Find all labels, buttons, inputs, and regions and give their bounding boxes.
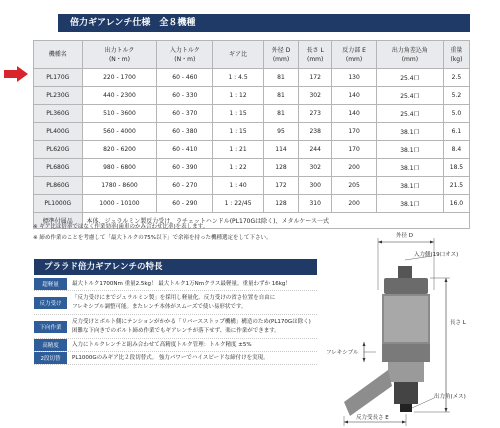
table-cell: 302: [299, 87, 332, 105]
table-cell: 114: [263, 141, 298, 159]
input-square-label: 入力側(19口オス): [414, 252, 459, 258]
arrow-right-icon: [4, 66, 28, 82]
column-header-label: 長さ L: [306, 46, 324, 54]
table-cell: 302: [299, 159, 332, 177]
table-cell: 81: [263, 105, 298, 123]
model-cell: PL1000G: [34, 195, 83, 213]
feature-description: 「反力受けにまでジュラルミン製」を採用し軽量化。反力受けの省さ位置を自由に フレキシブル調整可能。またレンチ本体がスムーズで使い易形状です。: [72, 294, 276, 310]
table-cell: 440 - 2300: [82, 87, 157, 105]
feature-description: PL1000Gのみギア比２段切替式。 強力パワーでハイスピードな締付けを実現。: [72, 354, 269, 361]
table-row: [34, 177, 470, 195]
column-header-label: 入力トルク: [169, 46, 200, 54]
table-cell: 38.1口: [376, 159, 443, 177]
model-cell: PL360G: [34, 105, 83, 123]
table-cell: 1000 - 10100: [82, 195, 157, 213]
feature-tag: 2段切替: [34, 352, 67, 364]
feature-tag: 高精度: [34, 339, 67, 351]
feature-item: [34, 278, 317, 291]
table-cell: 140: [332, 87, 377, 105]
feature-item: [34, 352, 317, 365]
table-cell: 95: [263, 123, 298, 141]
table-cell: 140: [332, 105, 377, 123]
column-header-unit: (N・m): [108, 55, 130, 63]
column-header-label: ギア比: [229, 51, 248, 58]
table-cell: 60 - 410: [157, 141, 213, 159]
column-header-unit: (mm): [401, 55, 419, 63]
column-header-unit: (mm): [345, 55, 363, 63]
model-cell: PL860G: [34, 177, 83, 195]
table-cell: 820 - 6200: [82, 141, 157, 159]
model-cell: PL170G: [34, 69, 83, 87]
table-cell: 170: [332, 141, 377, 159]
accessory-label: 標準付属品: [34, 213, 83, 229]
column-header-unit: (mm): [272, 55, 290, 63]
table-cell: 1 : 4.5: [213, 69, 264, 87]
table-cell: 21.5: [443, 177, 469, 195]
table-cell: 25.4口: [376, 105, 443, 123]
table-cell: 238: [299, 123, 332, 141]
feature-description: 反力受けとボルト側にテンションがかかる「リバースストップ機構」構造のため(PL170Gは除く) 困難な下向きでのボルト締め作業でもギアレンチが落下せず、楽に作業ができます。: [72, 318, 311, 334]
spec-table: [33, 40, 470, 229]
column-header-label: 出力角差込角: [391, 46, 428, 54]
table-cell: 8.4: [443, 141, 469, 159]
feature-item: [34, 339, 317, 352]
output-square-label: 出力角(メス): [434, 394, 466, 400]
table-cell: 25.4口: [376, 69, 443, 87]
table-cell: 128: [263, 195, 298, 213]
wrench-diagram: [322, 230, 492, 428]
table-cell: 25.4口: [376, 87, 443, 105]
table-row: [34, 69, 470, 87]
column-header-label: 機種名: [48, 51, 67, 58]
features-list: [34, 278, 317, 365]
features-banner: プララド倍力ギアレンチの特長: [34, 259, 317, 275]
column-header-unit: (mm): [307, 55, 324, 63]
feature-item: [34, 315, 317, 339]
table-cell: 1 : 15: [213, 123, 264, 141]
table-cell: 128: [263, 159, 298, 177]
table-row: [34, 141, 470, 159]
column-header: [376, 41, 443, 69]
feature-tag: 下向作業: [34, 321, 67, 333]
column-header-label: 重量: [450, 46, 463, 54]
table-header-row: [34, 41, 470, 69]
table-cell: 1 : 12: [213, 87, 264, 105]
table-cell: 38.1口: [376, 177, 443, 195]
table-cell: 300: [299, 177, 332, 195]
column-header: [34, 41, 83, 69]
model-cell: PL680G: [34, 159, 83, 177]
table-cell: 81: [263, 69, 298, 87]
length-label: 長さ L: [450, 320, 466, 326]
table-cell: 310: [299, 195, 332, 213]
column-header: [157, 41, 213, 69]
column-header-label: 外径 D: [271, 46, 291, 54]
flexible-label: フレキシブル: [326, 350, 359, 356]
model-cell: PL620G: [34, 141, 83, 159]
outer-diameter-label: 外径 D: [396, 233, 413, 239]
table-cell: 172: [299, 69, 332, 87]
note-selection: ※ 締め作業のことを考慮して「最大トルクの75%以下」で余裕を持った機種選定をして下さい。: [33, 235, 272, 241]
model-cell: PL230G: [34, 87, 83, 105]
table-cell: 5.0: [443, 105, 469, 123]
table-cell: 60 - 270: [157, 177, 213, 195]
column-header: [443, 41, 469, 69]
feature-description: 最大トルク1700Nm 重量2.5kg！ 最大トルク1万Nmクラス最軽量。重量わずか 16kg！: [72, 280, 291, 287]
feature-item: [34, 291, 317, 315]
table-cell: 16.0: [443, 195, 469, 213]
table-cell: 980 - 6800: [82, 159, 157, 177]
feature-tag: 反力受け: [34, 297, 67, 309]
table-cell: 220 - 1700: [82, 69, 157, 87]
column-header: [299, 41, 332, 69]
table-row: [34, 87, 470, 105]
table-cell: 273: [299, 105, 332, 123]
table-cell: 1 : 22: [213, 159, 264, 177]
table-cell: 60 - 330: [157, 87, 213, 105]
column-header: [263, 41, 298, 69]
table-cell: 170: [332, 123, 377, 141]
table-cell: 244: [299, 141, 332, 159]
table-cell: 172: [263, 177, 298, 195]
column-header: [213, 41, 264, 69]
table-row: [34, 159, 470, 177]
table-cell: 200: [332, 159, 377, 177]
table-cell: 2.5: [443, 69, 469, 87]
table-row: [34, 105, 470, 123]
wrench-drawing: [322, 230, 492, 428]
table-cell: 1 : 40: [213, 177, 264, 195]
table-cell: 38.1口: [376, 123, 443, 141]
table-cell: 560 - 4000: [82, 123, 157, 141]
table-cell: 81: [263, 87, 298, 105]
column-header: [82, 41, 157, 69]
column-header: [332, 41, 377, 69]
table-cell: 60 - 290: [157, 195, 213, 213]
table-cell: 38.1口: [376, 141, 443, 159]
column-header-unit: (N・m): [174, 55, 196, 63]
column-header-label: 出力トルク: [104, 46, 135, 54]
table-cell: 1 : 15: [213, 105, 264, 123]
table-cell: 1 : 22/45: [213, 195, 264, 213]
reaction-length-label: 反力受長さ E: [356, 415, 389, 421]
table-row: [34, 123, 470, 141]
note-gear-ratio: ※ ギア比は倍率ではなく作業効率(歯車のかみ合わせ比率)を表します。: [33, 224, 209, 230]
table-cell: 1780 - 8600: [82, 177, 157, 195]
notes: [33, 222, 271, 244]
table-cell: 60 - 380: [157, 123, 213, 141]
accessory-text: 本体、ジュラルミン製反力受け、ラチェットハンドル(PL170Gは除く)、メタルケース一式: [82, 213, 469, 229]
table-cell: 60 - 370: [157, 105, 213, 123]
table-cell: 510 - 3600: [82, 105, 157, 123]
table-cell: 5.2: [443, 87, 469, 105]
feature-tag: 超軽量: [34, 278, 67, 290]
table-cell: 18.5: [443, 159, 469, 177]
table-cell: 200: [332, 195, 377, 213]
column-header-unit: (kg): [450, 55, 463, 63]
table-cell: 205: [332, 177, 377, 195]
table-row: [34, 195, 470, 213]
table-cell: 38.1口: [376, 195, 443, 213]
feature-description: 入力にトルクレンチと組み合わせて高精度トルク管理：トルク精度 ±5%: [72, 341, 252, 348]
model-cell: PL400G: [34, 123, 83, 141]
table-cell: 1 : 21: [213, 141, 264, 159]
spec-banner: 倍力ギアレンチ仕様 全８機種: [58, 14, 470, 32]
table-cell: 60 - 460: [157, 69, 213, 87]
table-cell: 130: [332, 69, 377, 87]
column-header-label: 反力部 E: [342, 46, 366, 54]
table-cell: 6.1: [443, 123, 469, 141]
table-cell: 60 - 390: [157, 159, 213, 177]
